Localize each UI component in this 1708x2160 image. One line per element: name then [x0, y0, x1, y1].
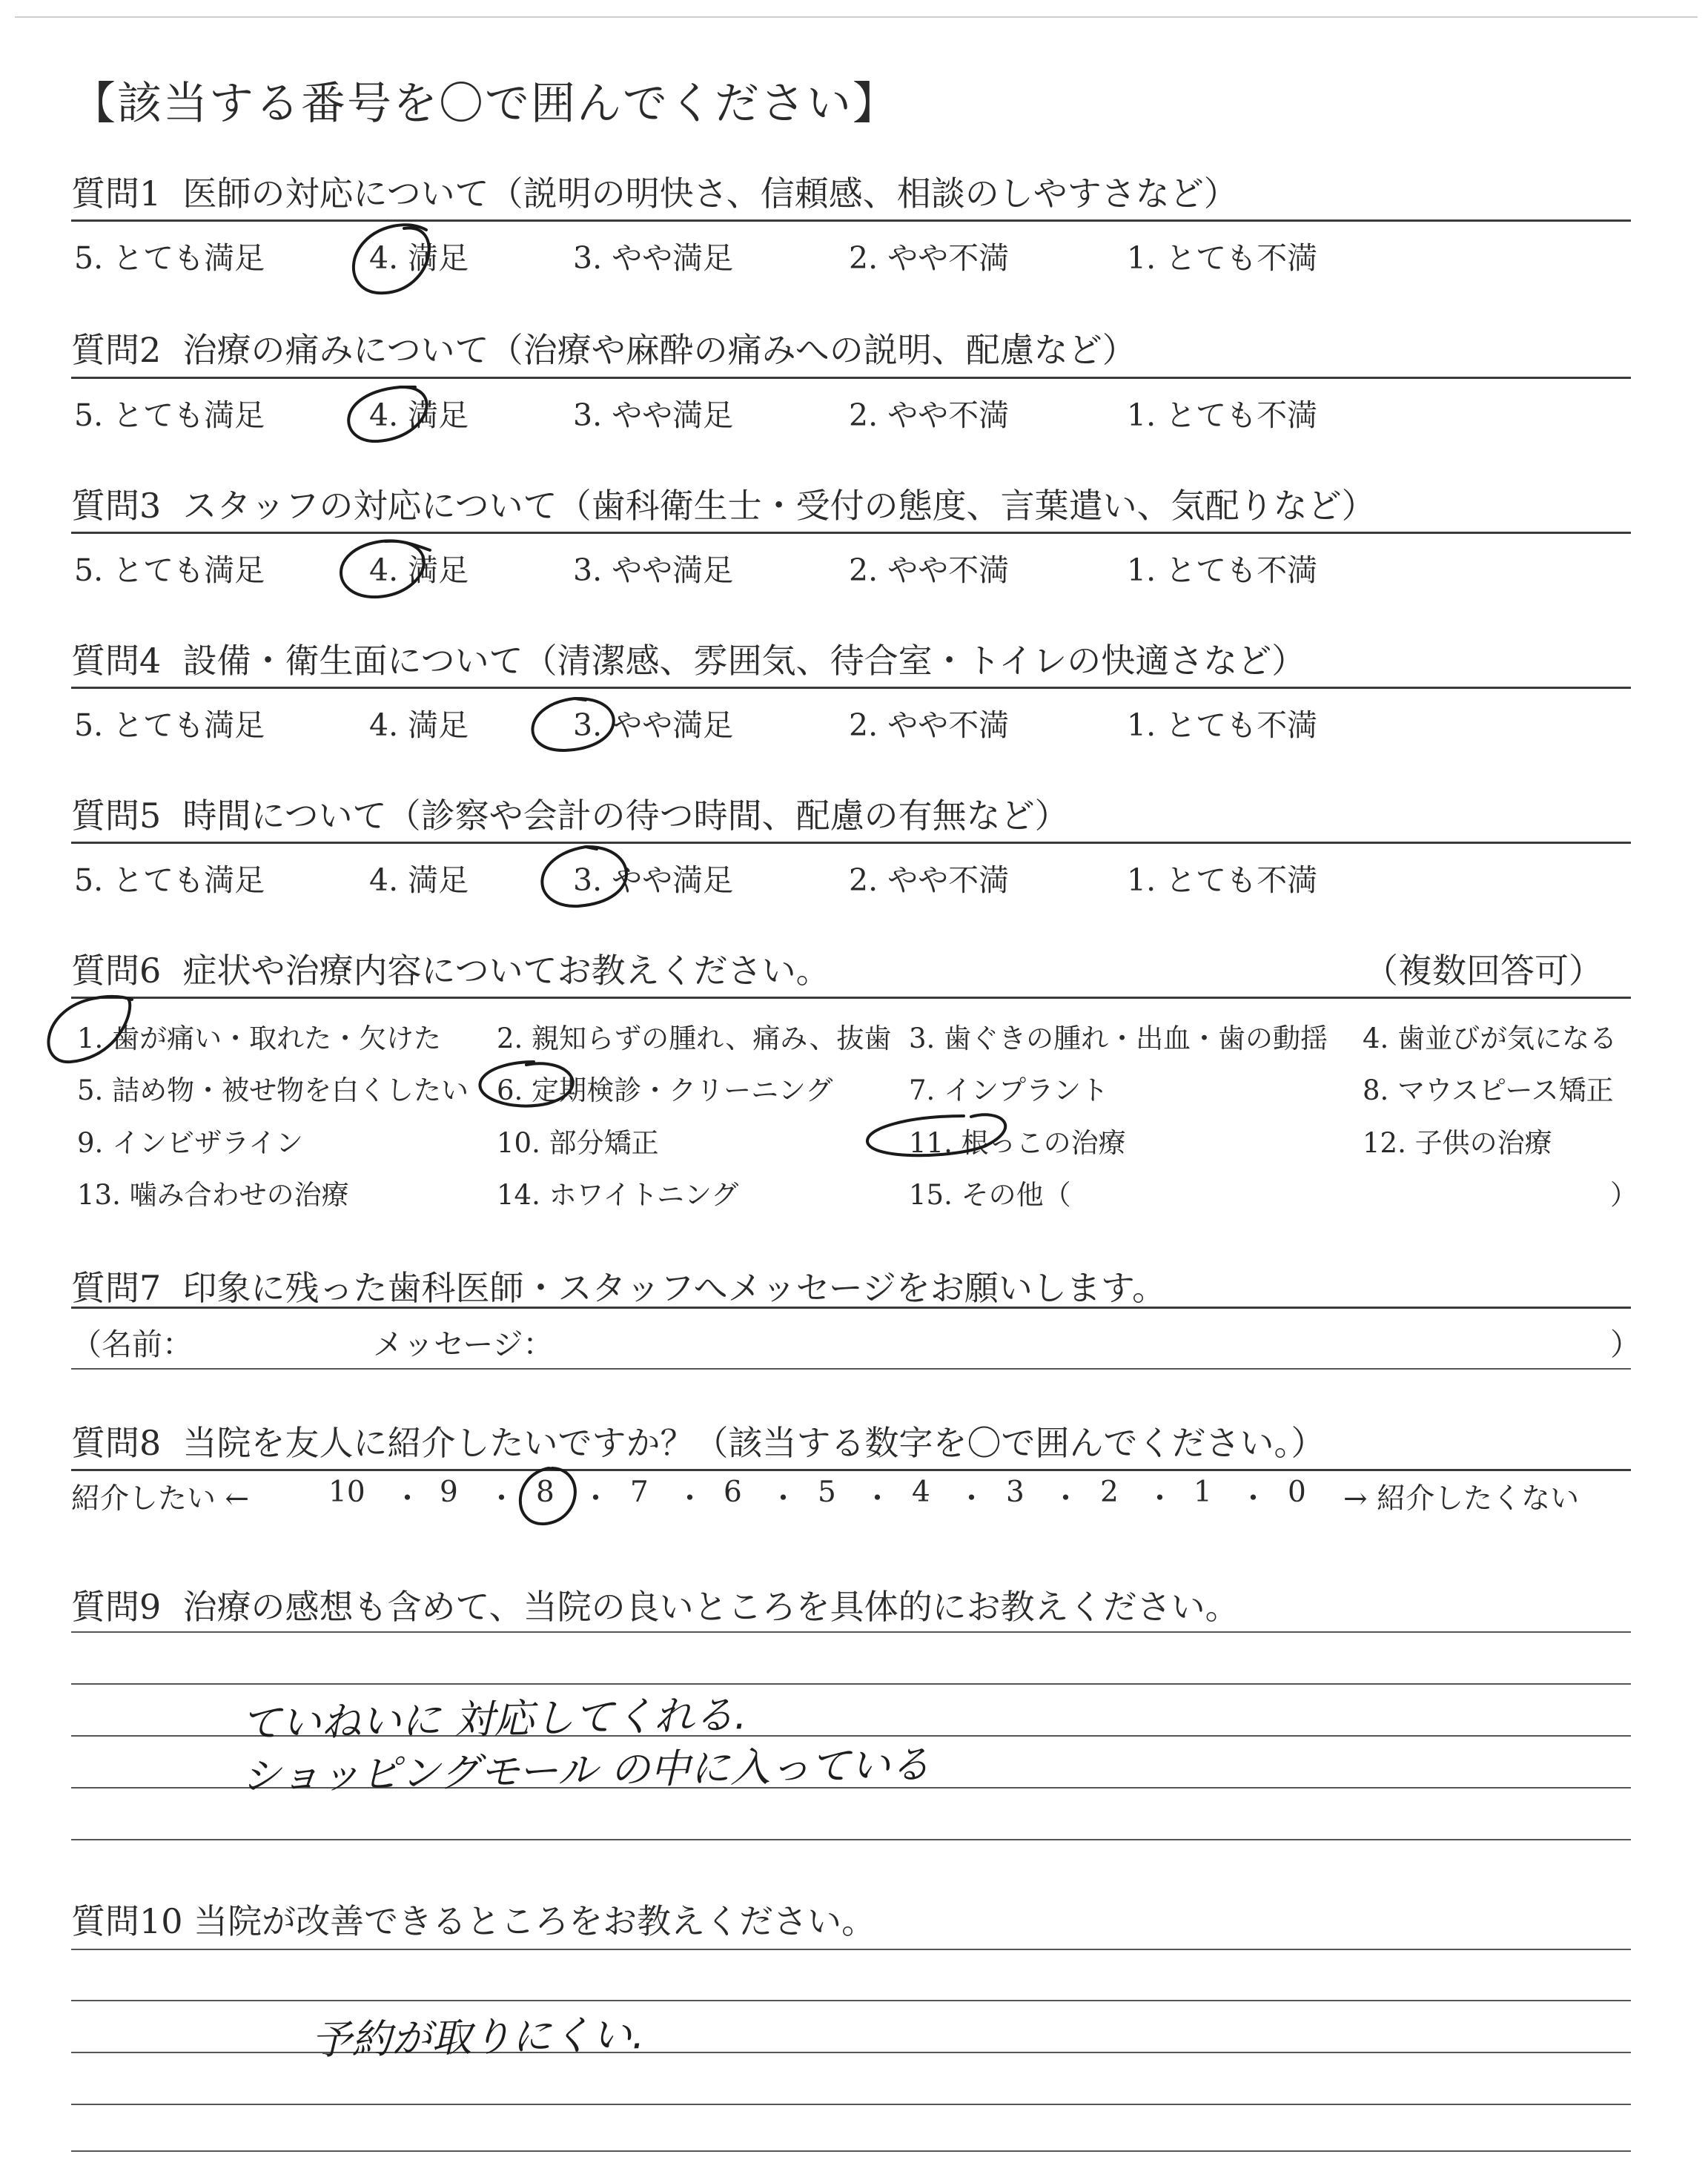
q10-answer-line-1: 予約が取りにくい. [311, 2011, 645, 2064]
q8-scale-1[interactable]: 1 [1194, 1476, 1212, 1509]
q6-option-13[interactable]: 13. 噛み合わせの治療 [77, 1179, 349, 1211]
q3-option-1[interactable]: 1. とても不満 [1127, 552, 1318, 588]
answer-line [71, 1683, 1631, 1685]
question-10 [71, 1895, 875, 1943]
question-2-label: 質問2 [71, 330, 162, 370]
q1-option-1[interactable]: 1. とても不満 [1127, 240, 1318, 276]
q8-separator: ・ [1145, 1482, 1175, 1516]
question-1 [71, 167, 1238, 216]
question-5-text: 時間について（診察や会計の待つ時間、配慮の有無など） [182, 796, 1069, 836]
question-6-label: 質問6 [71, 951, 162, 991]
q8-scale-4[interactable]: 4 [912, 1476, 930, 1509]
question-7-rule [71, 1307, 1631, 1309]
q6-option-11[interactable]: 11. 根っこの治療 [909, 1127, 1126, 1159]
q8-scale-5[interactable]: 5 [818, 1476, 836, 1509]
q6-option-9[interactable]: 9. インビザライン [77, 1127, 303, 1159]
question-3-text: スタッフの対応について（歯科衛生士・受付の態度、言葉遣い、気配りなど） [182, 486, 1376, 526]
q4-option-2[interactable]: 2. やや不満 [849, 707, 1010, 743]
q6-option-7[interactable]: 7. インプラント [909, 1074, 1109, 1106]
q2-option-1[interactable]: 1. とても不満 [1127, 397, 1318, 433]
q8-right-label: → 紹介したくない [1343, 1482, 1580, 1516]
question-7-label: 質問7 [71, 1268, 162, 1308]
question-7-bottom-rule [71, 1368, 1631, 1370]
q8-separator: ・ [487, 1482, 517, 1516]
q4-option-1[interactable]: 1. とても不満 [1127, 707, 1318, 743]
answer-line [71, 2052, 1631, 2053]
q1-option-4[interactable]: 4. 満足 [369, 240, 469, 276]
question-4-text: 設備・衛生面について（清潔感、雰囲気、待合室・トイレの快適さなど） [182, 641, 1306, 681]
question-9-label: 質問9 [71, 1587, 162, 1627]
q1-option-2[interactable]: 2. やや不満 [849, 240, 1010, 276]
page-title: 【該当する番号を〇で囲んでください】 [71, 78, 898, 130]
q6-option-10[interactable]: 10. 部分矯正 [497, 1127, 659, 1159]
q4-option-5[interactable]: 5. とても満足 [74, 707, 265, 743]
q2-option-4[interactable]: 4. 満足 [369, 397, 469, 433]
question-9 [71, 1580, 1239, 1629]
question-9-text: 治療の感想も含めて、当院の良いところを具体的にお教えください。 [182, 1587, 1239, 1627]
q5-option-4[interactable]: 4. 満足 [369, 862, 469, 898]
question-8-label: 質問8 [71, 1423, 162, 1463]
question-2-text: 治療の痛みについて（治療や麻酔の痛みへの説明、配慮など） [182, 330, 1136, 370]
question-10-text: 当院が改善できるところをお教えください。 [193, 1901, 876, 1941]
question-2-rule [71, 377, 1631, 379]
q1-option-3[interactable]: 3. やや満足 [573, 240, 734, 276]
question-3-rule [71, 532, 1631, 534]
q3-option-3[interactable]: 3. やや満足 [573, 552, 734, 588]
q6-option-3[interactable]: 3. 歯ぐきの腫れ・出血・歯の動揺 [909, 1023, 1328, 1054]
q9-answer-line-2: ショッピングモール の中に入っている [240, 1740, 931, 1800]
question-8 [71, 1416, 1325, 1465]
q6-option-2[interactable]: 2. 親知らずの腫れ、痛み、抜歯 [497, 1023, 892, 1054]
question-8-text: 当院を友人に紹介したいですか？（該当する数字を〇で囲んでください。） [182, 1423, 1325, 1463]
question-6 [71, 944, 830, 993]
question-3 [71, 479, 1376, 528]
q4-option-4[interactable]: 4. 満足 [369, 707, 469, 743]
q8-separator: ・ [863, 1482, 893, 1516]
answer-line [71, 2000, 1631, 2001]
q2-option-2[interactable]: 2. やや不満 [849, 397, 1010, 433]
q6-option-5[interactable]: 5. 詰め物・被せ物を白くしたい [77, 1074, 469, 1106]
q3-option-4[interactable]: 4. 満足 [369, 552, 469, 588]
question-1-text: 医師の対応について（説明の明快さ、信頼感、相談のしやすさなど） [182, 174, 1238, 214]
q2-option-3[interactable]: 3. やや満足 [573, 397, 734, 433]
answer-line [71, 1949, 1631, 1950]
q8-scale-9[interactable]: 9 [440, 1476, 458, 1509]
answer-line [71, 1631, 1631, 1633]
q5-option-3[interactable]: 3. やや満足 [573, 862, 734, 898]
q6-option-14[interactable]: 14. ホワイトニング [497, 1179, 739, 1211]
question-3-label: 質問3 [71, 486, 162, 526]
question-1-rule [71, 219, 1631, 222]
q6-option-1[interactable]: 1. 歯が痛い・取れた・欠けた [77, 1023, 442, 1054]
question-8-rule [71, 1469, 1631, 1471]
q8-scale-7[interactable]: 7 [630, 1476, 649, 1509]
scan-top-edge [15, 16, 1698, 18]
q8-scale-10[interactable]: 10 [328, 1476, 365, 1509]
q8-left-label: 紹介したい ← [71, 1482, 250, 1516]
question-4-rule [71, 687, 1631, 689]
q6-option-8[interactable]: 8. マウスピース矯正 [1363, 1074, 1614, 1106]
question-10-label: 質問10 [71, 1901, 183, 1941]
q8-separator: ・ [769, 1482, 798, 1516]
q1-option-5[interactable]: 5. とても満足 [74, 240, 265, 276]
answer-line [71, 2150, 1631, 2152]
q8-scale-3[interactable]: 3 [1006, 1476, 1025, 1509]
q8-separator: ・ [1239, 1482, 1268, 1516]
q8-separator: ・ [393, 1482, 423, 1516]
q6-option-12[interactable]: 12. 子供の治療 [1363, 1127, 1552, 1159]
q8-scale-8[interactable]: 8 [536, 1476, 555, 1509]
q3-option-5[interactable]: 5. とても満足 [74, 552, 265, 588]
q6-other-close: ） [1610, 1179, 1638, 1211]
answer-line [71, 1839, 1631, 1840]
q6-option-15[interactable]: 15. その他（ [909, 1179, 1071, 1211]
answer-line [71, 2104, 1631, 2105]
q4-option-3[interactable]: 3. やや満足 [573, 707, 734, 743]
q8-separator: ・ [1051, 1482, 1081, 1516]
q8-scale-6[interactable]: 6 [724, 1476, 742, 1509]
question-5 [71, 789, 1069, 838]
question-4 [71, 634, 1305, 683]
q9-answer-line-1: ていねいに 対応してくれる. [240, 1691, 747, 1747]
q8-scale-2[interactable]: 2 [1100, 1476, 1119, 1509]
question-7 [71, 1261, 1166, 1310]
q2-option-5[interactable]: 5. とても満足 [74, 397, 265, 433]
question-6-note: （複数回答可） [1364, 951, 1603, 991]
q3-option-2[interactable]: 2. やや不満 [849, 552, 1010, 588]
question-6-rule [71, 997, 1631, 999]
q8-separator: ・ [675, 1482, 705, 1516]
q8-separator: ・ [581, 1482, 611, 1516]
question-5-rule [71, 842, 1631, 844]
q6-option-4[interactable]: 4. 歯並びが気になる [1363, 1023, 1618, 1054]
question-4-label: 質問4 [71, 641, 162, 681]
q7-name-label: （名前： [71, 1327, 193, 1362]
q7-close: ） [1610, 1327, 1641, 1362]
q8-scale-0[interactable]: 0 [1288, 1476, 1306, 1509]
q8-separator: ・ [957, 1482, 987, 1516]
question-5-label: 質問5 [71, 796, 162, 836]
question-2 [71, 323, 1136, 372]
question-1-label: 質問1 [71, 174, 162, 214]
q5-option-1[interactable]: 1. とても不満 [1127, 862, 1318, 898]
question-6-text: 症状や治療内容についてお教えください。 [182, 951, 830, 991]
q5-option-2[interactable]: 2. やや不満 [849, 862, 1010, 898]
q7-message-label: メッセージ： [373, 1327, 554, 1362]
q6-option-6[interactable]: 6. 定期検診・クリーニング [497, 1074, 833, 1106]
question-7-text: 印象に残った歯科医師・スタッフへメッセージをお願いします。 [182, 1268, 1167, 1308]
q5-option-5[interactable]: 5. とても満足 [74, 862, 265, 898]
